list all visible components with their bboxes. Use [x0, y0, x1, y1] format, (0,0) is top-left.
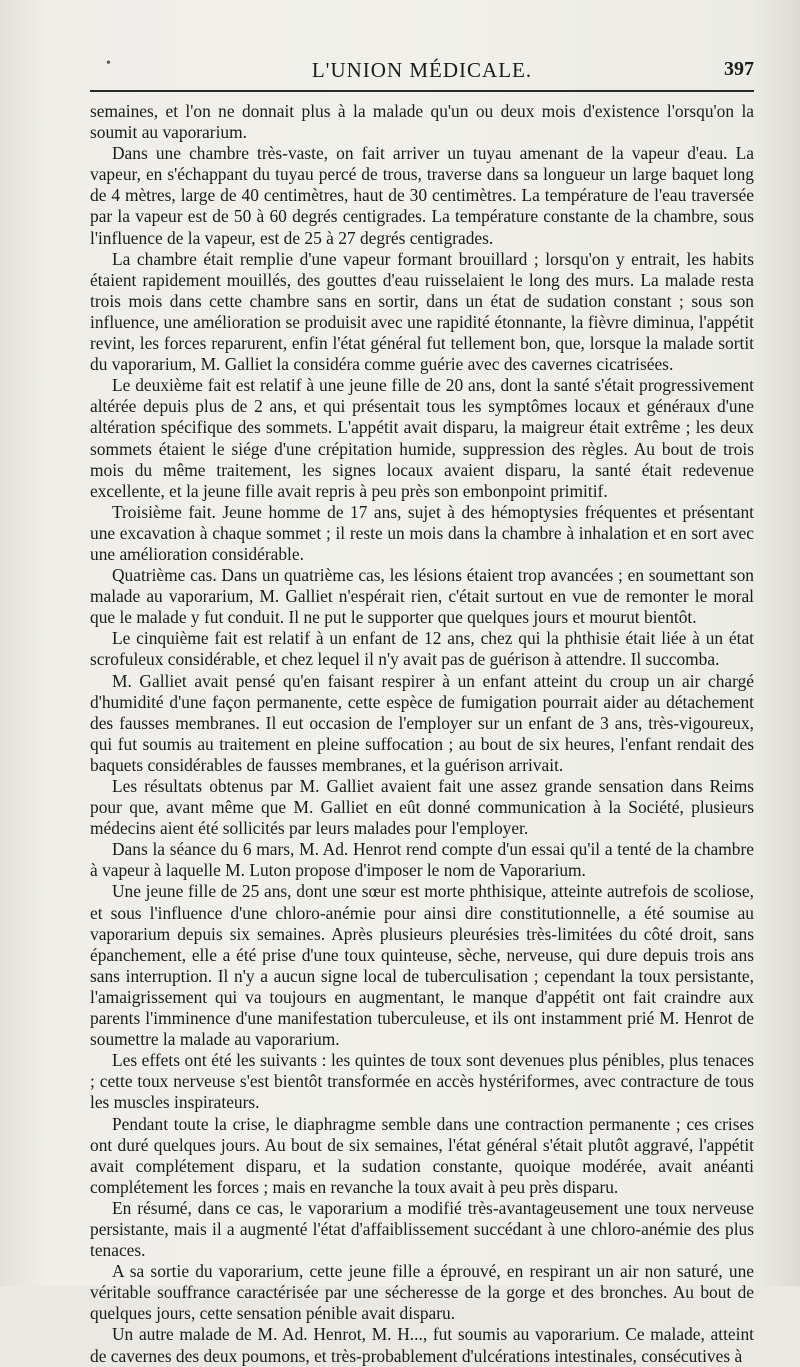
paragraph: En résumé, dans ce cas, le vaporarium a modifié très-avantageusement une toux nerveuse persistante, mais il a augmenté l'état d'affaiblissement succédant à une chloro-anémie des plus tenaces.	[90, 1197, 754, 1261]
paragraph: Quatrième cas. Dans un quatrième cas, les lésions étaient trop avancées ; en soumettant son malade au vaporarium, M. Galliet n'espérait rien, c'était surtout en vue de remonter le moral que le malade y fut conduit. Il ne put le supporter que quelques jours et mourut bientôt.	[90, 565, 754, 628]
paragraph: Un autre malade de M. Ad. Henrot, M. H..., fut soumis au vaporarium. Ce malade, atteint de cavernes des deux poumons, et très-probablement d'ulcérations intestinales, consécutives à	[90, 1324, 754, 1366]
paragraph: Les résultats obtenus par M. Galliet avaient fait une assez grande sensation dans Reims pour que, avant même que M. Galliet en eût donné communication à la Société, plusieurs médecins aient été sollicités par leurs malades pour l'employer.	[90, 776, 754, 839]
paragraph: Troisième fait. Jeune homme de 17 ans, sujet à des hémoptysies fréquentes et présentant une excavation à chaque sommet ; il reste un mois dans la chambre à inhalation et en sort avec une amélioration considérable.	[90, 501, 754, 564]
header-dot: •	[106, 56, 111, 71]
page-number: 397	[724, 58, 754, 80]
article-body	[90, 101, 754, 1367]
paragraph: Dans une chambre très-vaste, on fait arriver un tuyau amenant de la vapeur d'eau. La vapeur, en s'échappant du tuyau percé de trous, traverse dans sa longueur un large baquet long de 4 mètres, large de 40 centimètres, haut de 30 centimètres. La température de l'eau traversée par la vapeur est de 50 à 60 degrés centigrades. La température constante de la chambre, sous l'influence de la vapeur, est de 25 à 27 degrés centigrades.	[90, 143, 754, 248]
paragraph: La chambre était remplie d'une vapeur formant brouillard ; lorsqu'on y entrait, les habits étaient rapidement mouillés, des gouttes d'eau ruisselaient le long des murs. La malade resta trois mois dans cette chambre sans en sortir, dans un état de sudation constant ; sous son influence, une amélioration se produisit avec une rapidité étonnante, la fièvre diminua, l'appétit revint, les forces reparurent, enfin l'état général fut tellement bon, que, lorsque la malade sortit du vaporarium, M. Galliet la considéra comme guérie avec des cavernes cicatrisées.	[90, 248, 754, 375]
paragraph: Une jeune fille de 25 ans, dont une sœur est morte phthisique, atteinte autrefois de scoliose, et sous l'influence d'une chloro-anémie pour ainsi dire constitutionnelle, a été soumise au vaporarium depuis six semaines. Après plusieurs pleurésies très-limitées du côté droit, sans épanchement, elle a été prise d'une toux quinteuse, sèche, nerveuse, qui dure depuis trois ans sans interruption. Il n'y a aucun signe local de tuberculisation ; cependant la toux persistante, l'amaigrissement qui va toujours en augmentant, le manque d'appétit ont fait craindre aux parents l'imminence d'une manifestation tuberculeuse, et ils ont instamment prié M. Henrot de soumettre la malade au vaporarium.	[90, 881, 754, 1050]
journal-title: L'UNION MÉDICALE.	[311, 58, 533, 82]
paragraph: Le deuxième fait est relatif à une jeune fille de 20 ans, dont la santé s'était progressivement altérée depuis plus de 2 ans, et qui présentait tous les symptômes locaux et généraux d'une altération spécifique des sommets. L'appétit avait disparu, la maigreur était extrême ; les deux sommets étaient le siége d'une crépitation humide, suppression des règles. Au bout de trois mois du même traitement, les signes locaux avaient disparu, la santé était redevenue excellente, et la jeune fille avait repris à peu près son embonpoint primitif.	[90, 375, 754, 501]
paragraph: Dans la séance du 6 mars, M. Ad. Henrot rend compte d'un essai qu'il a tenté de la chambre à vapeur à laquelle M. Luton propose d'imposer le nom de Vaporarium.	[90, 839, 754, 881]
paragraph: semaines, et l'on ne donnait plus à la malade qu'un ou deux mois d'existence l'orsqu'on la soumit au vaporarium.	[90, 101, 754, 143]
running-header	[90, 56, 754, 86]
header-rule	[90, 90, 754, 92]
paragraph: Les effets ont été les suivants : les quintes de toux sont devenues plus pénibles, plus tenaces ; cette toux nerveuse s'est bientôt transformée en accès hystériformes, avec contracture de tous les muscles inspirateurs.	[90, 1050, 754, 1113]
paragraph: A sa sortie du vaporarium, cette jeune fille a éprouvé, en respirant un air non saturé, une véritable souffrance caractérisée par une sécheresse de la gorge et des bronches. Au bout de quelques jours, cette sensation pénible avait disparu.	[90, 1261, 754, 1324]
paragraph: Le cinquième fait est relatif à un enfant de 12 ans, chez qui la phthisie était liée à un état scrofuleux considérable, et chez lequel il n'y avait pas de guérison à attendre. Il succomba.	[90, 628, 754, 670]
paragraph: Pendant toute la crise, le diaphragme semble dans une contraction permanente ; ces crises ont duré quelques jours. Au bout de six semaines, l'état général s'était plutôt aggravé, l'appétit avait complétement disparu, et la sudation constante, quoique modérée, avait anéanti complétement les forces ; mais en revanche la toux avait à peu près disparu.	[90, 1113, 754, 1197]
paragraph: M. Galliet avait pensé qu'en faisant respirer à un enfant atteint du croup un air chargé d'humidité d'une façon permanente, cette espèce de fumigation pourrait aider au détachement des fausses membranes. Il eut occasion de l'employer sur un enfant de 3 ans, très-vigoureux, qui fut soumis au traitement en pleine suffocation ; au bout de six heures, l'enfant rendait des baquets considérables de fausses membranes, et la guérison arrivait.	[90, 670, 754, 775]
